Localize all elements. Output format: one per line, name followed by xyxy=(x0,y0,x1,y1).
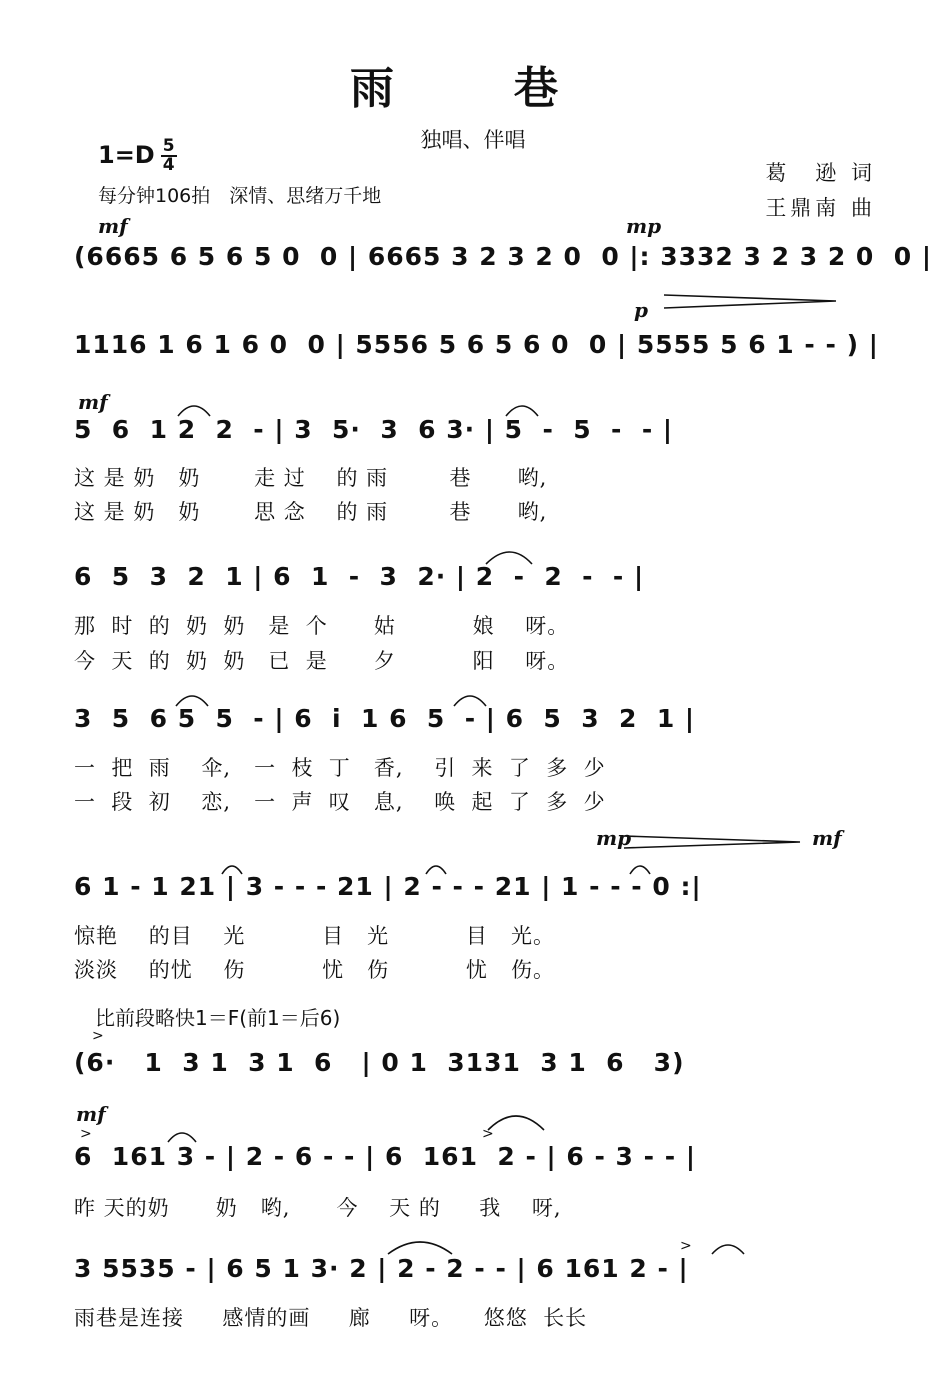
slur xyxy=(176,696,208,706)
time-denominator: 4 xyxy=(162,155,175,175)
notation-line-6: 6 1 - 1 21 | 3 - - - 21 | 2 - - - 21 | 1 - - - 0 :| xyxy=(74,872,702,901)
accent-mark: > xyxy=(92,1028,104,1044)
accent-mark: > xyxy=(80,1126,92,1142)
notation-line-2: 1116 1 6 1 6 0 0 | 5556 5 6 5 6 0 0 | 5555 5 6 1 - - ) | xyxy=(74,330,879,359)
accent-mark: > xyxy=(680,1238,692,1254)
diminuendo-hairpin xyxy=(664,295,836,308)
lyric-line-3-verse-1: 这 是 奶 奶 走 过 的 雨 巷 哟, xyxy=(74,466,548,490)
dynamic-p: p xyxy=(634,298,648,322)
lyric-line-6-verse-1: 惊艳 的目 光 目 光 目 光。 xyxy=(74,924,555,948)
lyric-line-5-verse-2: 一 段 初 恋, 一 声 叹 息, 唤 起 了 多 少 xyxy=(74,790,606,814)
slur xyxy=(454,696,486,706)
slur xyxy=(630,866,650,874)
notation-line-9: 3 5535 - | 6 5 1 3· 2 | 2 - 2 - - | 6 161 2 - | xyxy=(74,1254,689,1283)
lyric-line-4-verse-2: 今 天 的 奶 奶 已 是 夕 阳 呀。 xyxy=(74,649,570,673)
slur xyxy=(168,1133,196,1142)
song-title: 雨 巷 xyxy=(350,63,596,114)
section-heading: 比前段略快1＝F(前1＝后6) xyxy=(95,1006,341,1030)
dynamic-mf: mf xyxy=(98,214,128,238)
tempo-marking: 每分钟106拍 深情、思绪万千地 xyxy=(98,185,382,207)
slur xyxy=(388,1242,452,1254)
notation-line-1: (6665 6 5 6 5 0 0 | 6665 3 2 3 2 0 0 |: 3332 3 2 3 2 0 0 | xyxy=(74,242,932,271)
slur xyxy=(178,406,210,416)
crescendo-hairpin xyxy=(624,836,800,848)
lyric-line-6-verse-2: 淡淡 的忧 伤 忧 伤 忧 伤。 xyxy=(74,958,555,982)
dynamic-mf: mf xyxy=(78,390,108,414)
time-numerator: 5 xyxy=(162,136,175,156)
slur xyxy=(426,866,446,874)
dynamic-mp: mp xyxy=(596,826,632,850)
lyric-line-4-verse-1: 那 时 的 奶 奶 是 个 姑 娘 呀。 xyxy=(74,614,570,638)
dynamic-mf: mf xyxy=(812,826,842,850)
lyric-line-5-verse-1: 一 把 雨 伞, 一 枝 丁 香, 引 来 了 多 少 xyxy=(74,756,606,780)
composer-credit: 王鼎南 曲 xyxy=(765,196,876,220)
notation-line-7: (6· 1 3 1 3 1 6 | 0 1 3131 3 1 6 3) xyxy=(74,1048,685,1077)
slur xyxy=(506,406,538,416)
notation-line-5: 3 5 6 5 5 - | 6 i 1 6 5 - | 6 5 3 2 1 | xyxy=(74,704,696,733)
slur xyxy=(486,552,532,564)
accent-mark: > xyxy=(482,1126,494,1142)
lyric-line-8: 昨 天的奶 奶 哟, 今 天 的 我 呀, xyxy=(74,1196,562,1220)
dynamic-mf: mf xyxy=(76,1102,106,1126)
lyricist-credit: 葛 逊 词 xyxy=(765,161,876,185)
notation-line-4: 6 5 3 2 1 | 6 1 - 3 2· | 2 - 2 - - | xyxy=(74,562,645,591)
lyric-line-9: 雨巷是连接 感情的画 廊 呀。 悠悠 长长 xyxy=(74,1306,588,1330)
slur xyxy=(222,866,242,874)
slur xyxy=(712,1245,744,1254)
slur xyxy=(488,1116,544,1130)
dynamic-mp: mp xyxy=(626,214,662,238)
notation-line-3: 5 6 1 2 2 - | 3 5· 3 6 3· | 5 - 5 - - | xyxy=(74,415,674,444)
notation-line-8: 6 161 3 - | 2 - 6 - - | 6 161 2 - | 6 - 3 - - | xyxy=(74,1142,696,1171)
key-prefix: 1=D xyxy=(98,141,155,169)
lyric-line-3-verse-2: 这 是 奶 奶 思 念 的 雨 巷 哟, xyxy=(74,500,548,524)
performance-type: 独唱、伴唱 xyxy=(420,128,526,152)
